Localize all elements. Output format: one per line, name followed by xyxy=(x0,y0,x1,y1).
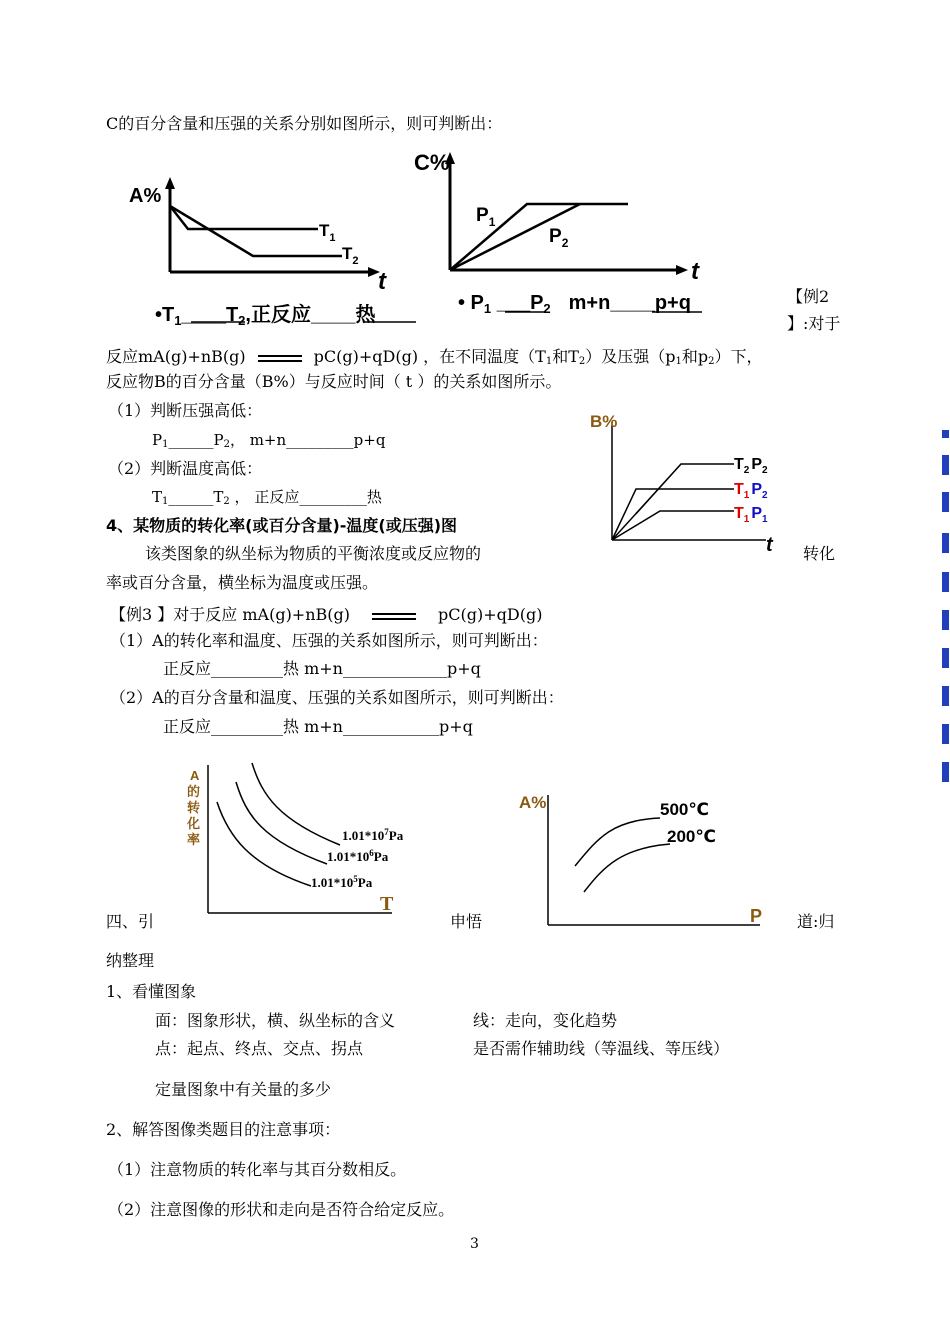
side-dash xyxy=(942,455,949,475)
question-1: （1）判断压强高低： xyxy=(108,401,263,420)
example-3-q1-answer: 正反应_________热 m+n_____________p+q xyxy=(163,659,481,678)
caption-pressure: • $P_1$ $\_\_\_P_2$ m+n____p+q xyxy=(458,292,691,316)
caption-temperature: $•T_1\_\_\_\_T_2$,正反应____热 xyxy=(155,304,376,328)
summary-1-e: 定量图象中有关量的多少 xyxy=(155,1080,332,1099)
pressure-label-5: $1.01*10^5Pa$ xyxy=(311,874,373,890)
summary-2: 2、解答图像类题目的注意事项： xyxy=(106,1120,341,1139)
section-4-desc-1-tail: 转化 xyxy=(803,544,836,563)
a-conversion-axis-label xyxy=(186,768,200,847)
t1p1-label: $T_1$ $P_1$ xyxy=(734,505,768,525)
side-dash xyxy=(942,533,949,553)
question-2-answer: $T_1\_\_\_\_\_\_T_2$ ， 正反应_________热 xyxy=(152,488,382,507)
t-axis-label-2: t xyxy=(691,258,699,285)
p1-label: $P_1$ xyxy=(476,205,496,229)
svg-text:转: 转 xyxy=(187,800,201,815)
P-axis-label: P xyxy=(750,906,763,926)
example-2-reaction: 反应mA(g)+nB(g) pC(g)+qD(g) ，在不同温度（$T_1$和$T_2$）及压强（$p_1$和$p_2$）下， xyxy=(106,347,763,367)
t2-label: $T_2$ xyxy=(342,244,359,267)
example-2-label-tail: 】:对于 xyxy=(787,314,841,333)
example-3-q2: （2）A的百分含量和温度、压强的关系如图所示，则可判断出： xyxy=(110,688,564,707)
p2-label: $P_2$ xyxy=(549,226,569,250)
temp-200-label: 200℃ xyxy=(667,827,716,846)
section-4-desc-1: 该类图象的纵坐标为物质的平衡浓度或反应物的 xyxy=(145,544,482,563)
side-dash xyxy=(942,762,949,782)
t-axis-label-3: t xyxy=(766,534,773,556)
part-4-b: 申悟 xyxy=(450,912,483,931)
summary-1: 1、看懂图象 xyxy=(106,982,197,1001)
example-2-label: 【例2 xyxy=(787,287,830,306)
example-2-line2: 反应物B的百分含量（B%）与反应时间（ t ）的关系如图所示。 xyxy=(106,372,562,391)
figure-a-pct-vs-p xyxy=(548,795,763,926)
question-2: （2）判断温度高低： xyxy=(108,459,263,478)
side-dash xyxy=(942,686,949,706)
t1p2-label: $T_1$ $P_2$ xyxy=(734,481,768,501)
side-dash xyxy=(942,430,949,438)
temp-500-label: 500℃ xyxy=(660,800,709,819)
svg-text:率: 率 xyxy=(187,832,201,847)
page-number: 3 xyxy=(470,1236,479,1252)
pressure-label-6: $1.01*10^6Pa$ xyxy=(327,848,389,864)
part-4-a: 四、引 xyxy=(106,912,155,931)
side-dash xyxy=(942,492,949,512)
summary-1-b: 线：走向，变化趋势 xyxy=(473,1011,618,1030)
intro-text: C的百分含量和压强的关系分别如图所示，则可判断出： xyxy=(106,114,503,133)
c-pct-axis-label: C% xyxy=(414,150,450,175)
side-dash xyxy=(942,572,949,592)
summary-1-a: 面：图象形状，横、纵坐标的含义 xyxy=(155,1011,396,1030)
example-3: 【例3 】对于反应 mA(g)+nB(g) pC(g)+qD(g) xyxy=(110,605,543,624)
t1-label: $T_1$ xyxy=(319,221,336,244)
section-4-heading: 4、某物质的转化率(或百分含量)-温度(或压强)图 xyxy=(106,516,458,535)
svg-text:化: 化 xyxy=(187,816,201,831)
a-pct-axis-label: A% xyxy=(129,185,162,207)
part-4-c: 道:归 xyxy=(797,912,835,931)
summary-2-b: （2）注意图像的形状和走向是否符合给定反应。 xyxy=(108,1200,455,1219)
summary-2-a: （1）注意物质的转化率与其百分数相反。 xyxy=(108,1160,407,1179)
b-pct-axis-label: B% xyxy=(590,412,618,431)
pressure-label-7: $1.01*10^7Pa$ xyxy=(342,827,404,843)
summary-1-d: 是否需作辅助线（等温线、等压线） xyxy=(473,1039,730,1058)
side-dash xyxy=(942,610,949,630)
side-dash xyxy=(942,724,949,744)
example-3-q2-answer: 正反应_________热 m+n____________p+q xyxy=(163,717,473,736)
part-4-d: 纳整理 xyxy=(106,951,155,970)
section-4-desc-2: 率或百分含量，横坐标为温度或压强。 xyxy=(106,573,379,592)
a-pct-axis-label-2: A% xyxy=(519,793,547,812)
T-axis-label: T xyxy=(380,893,394,915)
t2p2-label: $T_2$ $P_2$ xyxy=(734,456,768,476)
t-axis-label-1: t xyxy=(378,268,386,295)
question-1-answer: $P_1\_\_\_\_\_\_P_2$， m+n_________p+q xyxy=(152,431,386,450)
svg-text:A: A xyxy=(190,768,200,783)
svg-text:的: 的 xyxy=(187,784,201,799)
example-3-q1: （1）A的转化率和温度、压强的关系如图所示，则可判断出： xyxy=(110,631,548,650)
summary-1-c: 点：起点、终点、交点、拐点 xyxy=(155,1039,364,1058)
side-dash xyxy=(942,648,949,668)
